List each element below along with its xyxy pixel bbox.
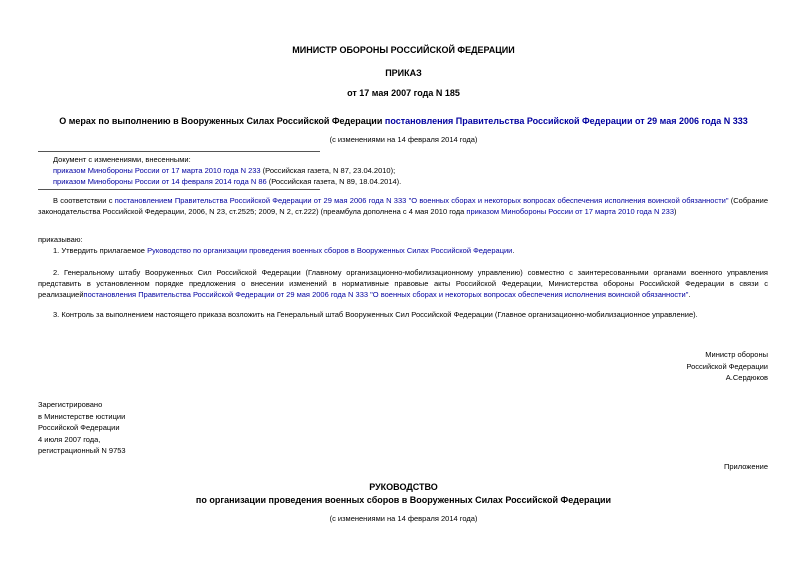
order-word: приказываю: — [38, 235, 83, 244]
order-item-1 — [38, 245, 768, 256]
changes-item-link[interactable]: приказом Минобороны России от 17 марта 2010 года N 233 — [53, 166, 261, 175]
signature-line: Российской Федерации — [686, 361, 768, 371]
registration-block — [38, 399, 126, 457]
guide-title: РУКОВОДСТВО — [369, 482, 438, 492]
changes-item — [53, 176, 613, 187]
guide-subtitle: по организации проведения военных сборов в Вооруженных Силах Российской Федерации — [195, 495, 612, 505]
changes-box — [53, 154, 613, 187]
guide-link[interactable]: Руководство по организации проведения военных сборов в Вооруженных Силах Российской Федерации — [147, 246, 513, 255]
registration-line: регистрационный N 9753 — [38, 446, 126, 455]
item-text: 2. Генеральному штабу Вооруженных Сил Российской Федерации (Главному организационно-мобилизационному управлению) совместно с заинтересованными органами военного управления представить в установленном порядке предложения о внесении изменений в нормативные правовые акты Российской Федерации, Министерства обороны Российской Федерации в связи с реализацией — [38, 268, 768, 299]
order-item-2 — [38, 267, 768, 300]
preamble-text: (Собрание законодательства Российской Федерации, 2006, N 23, ст.2525; 2009, N 2, ст.222) (преамбула дополнена с 4 мая 2010 года — [38, 196, 768, 216]
ministry-heading: МИНИСТР ОБОРОНЫ РОССИЙСКОЙ ФЕДЕРАЦИИ — [292, 45, 515, 55]
title-text: О мерах по выполнению в Вооруженных Силах Российской Федерации — [59, 116, 385, 126]
guide-amended-note: (с изменениями на 14 февраля 2014 года) — [329, 514, 478, 523]
item-text: . — [512, 246, 515, 255]
doc-date-number: от 17 мая 2007 года N 185 — [347, 88, 460, 98]
changes-bottom-divider — [38, 189, 320, 190]
appendix-label: Приложение — [724, 462, 768, 471]
order-item-3: 3. Контроль за выполнением настоящего приказа возложить на Генеральный штаб Вооруженных Сил Российской Федерации (Главное организационно-мобилизационное управление). — [53, 310, 698, 319]
title-link[interactable]: постановления Правительства Российской Федерации от 29 мая 2006 года N 333 — [384, 116, 748, 126]
preamble-text: В соответствии с — [53, 196, 115, 205]
registration-line: в Министерстве юстиции — [38, 411, 126, 421]
amended-note: (с изменениями на 14 февраля 2014 года) — [329, 135, 478, 144]
changes-intro: Документ с изменениями, внесенными: — [53, 155, 191, 164]
signature-block — [568, 349, 768, 384]
signature-name: А.Сердюков — [725, 373, 768, 382]
registration-line: Российской Федерации — [38, 423, 120, 432]
document-title — [0, 115, 807, 127]
changes-top-divider — [38, 151, 320, 152]
preamble-text: ) — [674, 207, 677, 216]
item-text: . — [688, 290, 691, 299]
changes-item-link[interactable]: приказом Минобороны России от 14 февраля 2014 года N 86 — [53, 177, 267, 186]
changes-item — [53, 165, 613, 176]
preamble-link-order[interactable]: приказом Минобороны России от 17 марта 2010 года N 233 — [466, 207, 674, 216]
changes-item-tail: (Российская газета, N 87, 23.04.2010); — [260, 166, 396, 175]
signature-line: Министр обороны — [705, 350, 768, 359]
registration-line: 4 июля 2007 года, — [38, 434, 101, 444]
doc-type-heading: ПРИКАЗ — [385, 68, 422, 78]
preamble-paragraph — [38, 195, 768, 217]
item-text: 1. Утвердить прилагаемое — [53, 246, 148, 255]
registration-line: Зарегистрировано — [38, 400, 103, 409]
changes-item-tail: (Российская газета, N 89, 18.04.2014). — [266, 177, 402, 186]
preamble-link-resolution[interactable]: постановлением Правительства Российской Федерации от 29 мая 2006 года N 333 "О военных сборах и некоторых вопросах обеспечения исполнения воинской обязанности" — [114, 196, 729, 205]
resolution-link[interactable]: постановления Правительства Российской Федерации от 29 мая 2006 года N 333 "О военных сборах и некоторых вопросах обеспечения исполнения воинской обязанности" — [83, 290, 689, 299]
